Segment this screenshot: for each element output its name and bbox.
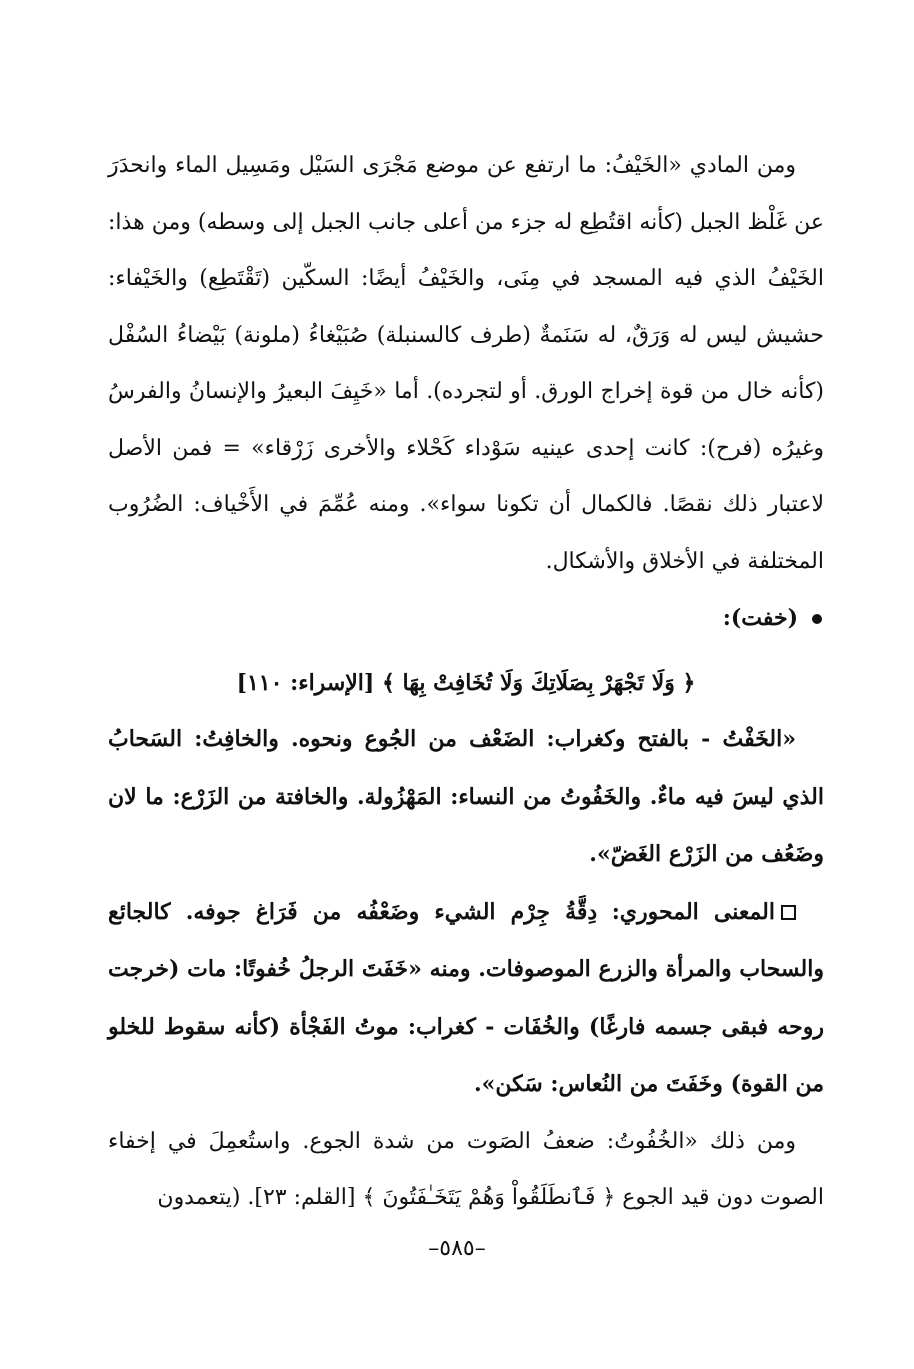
final-paragraph: ومن ذلك «الخُفُوتُ: ضعفُ الصَوت من شدة الجوع. واستُعمِلَ في إخفاء الصوت دون قيد الجوع ﴿ فَٱنطَلَقُواْ وَهُمْ يَتَخَـٰفَتُونَ ﴾ [القلم: ٢٣]. (يتعمدون [108,1128,824,1210]
intro-paragraph: ومن المادي «الخَيْفُ: ما ارتفع عن موضع مَجْرَى السَيْل ومَسِيل الماء وانحدَرَ عن غَلْظ الجبل (كأنه اقتُطِع له جزء من أعلى جانب الجبل إلى وسطه) ومن هذا: الخَيْفُ الذي فيه المسجد في مِنَى، والخَيْفُ أيضًا: السكّين (تَقْتَطِع) والخَيْفاء: حشيش ليس له وَرَقٌ، له سَنَمةٌ (طرف كالسنبلة) صُبَيْغاءُ (ملونة) بَيْضاءُ السُفْل (كأنه خال من قوة إخراج الورق. أو لتجرده). أما «خَيِفَ البعيرُ والإنسانُ والفرسُ وغيرُه (فرح): كانت إحدى عينيه سَوْداء كَحْلاء والأخرى زَرْقاء» = فمن الأصل لاعتبار ذلك نقصًا. فالكمال أن تكونا سواء». ومنه عُمِّمَ في الأَخْياف: الضُرُوب المختلفة في الأخلاق والأشكال. [108,153,824,574]
section-heading-text: (خفت): [722,605,798,631]
bullet-icon [812,614,822,624]
section-heading [108,590,824,647]
square-icon [781,905,796,920]
core-meaning-paragraph [108,884,824,1114]
core-meaning-label: المعنى المحوري: [611,898,775,925]
definition-paragraph [108,711,824,884]
page-body [108,138,824,1227]
page-number: –٥٨٥– [428,1236,486,1261]
core-meaning-text: دِقَّةُ جِرْم الشيء وضَعْفُه من فَرَاغ جوفه. كالجائع والسحاب والمرأة والزرع الموصوفات. ومنه «خَفَتَ الرجلُ خُفوتًا: مات (خرجت روحه فبقى جسمه فارغًا) والخُفَات - كغراب: موتُ الفَجْأة (كأنه سقوط للخلو من القوة) وخَفَتَ من النُعاس: سَكن». [108,898,824,1097]
quran-verse: ﴿ وَلَا تَجْهَرْ بِصَلَاتِكَ وَلَا تُخَافِتْ بِهَا ﴾ [الإسراء: ١١٠] [236,669,696,696]
definition-text: «الخَفْتُ - بالفتح وكغراب: الضَعْف من الجُوع ونحوه. والخافِتُ: السَحابُ الذي ليسَ فيه ماءٌ. والخَفُوتُ من النساء: المَهْزُولة. والخافتة من الزَرْع: ما لان وضَعُف من الزَرْع الغَضّ». [108,726,824,867]
